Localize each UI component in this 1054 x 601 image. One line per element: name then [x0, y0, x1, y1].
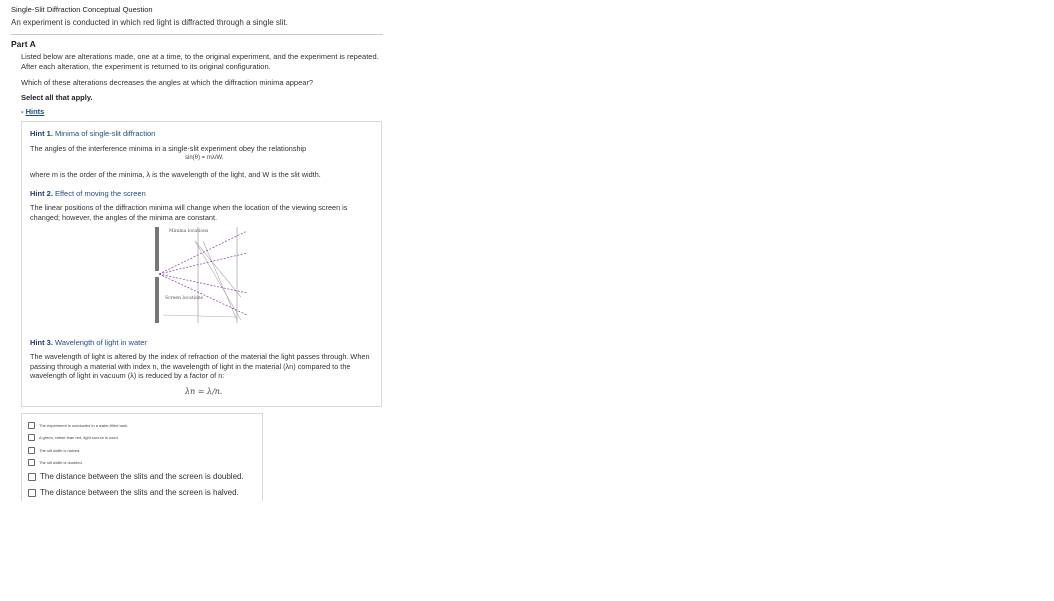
hint-3-title-text: Wavelength of light in water	[55, 338, 147, 347]
instructions-text: Listed below are alterations made, one at a time, to the original experiment, and the experiment is repeated. After each alteration, the experiment is returned to its original configuration.	[21, 52, 379, 71]
question-text: Which of these alterations decreases the angles at which the diffraction minima appear?	[21, 78, 314, 87]
checkbox[interactable]	[28, 473, 36, 481]
option-slit-doubled[interactable]	[28, 459, 83, 466]
option-green-light[interactable]	[28, 434, 119, 441]
option-label: A green, rather than red, light source is used.	[39, 435, 119, 440]
option-label: The distance between the slits and the screen is doubled.	[40, 472, 244, 481]
hint-3-text: The wavelength of light is altered by the index of refraction of the material the light passes through. When passing through a material with index n, the wavelength of light in the material (λn) compared to the wavelength of light in vacuum (λ) is reduced by a factor of n:	[30, 352, 370, 380]
hint-1-title[interactable]	[30, 129, 155, 138]
hint-1-title-text: Minima of single-slit diffraction	[55, 129, 156, 138]
hints-link[interactable]: Hints	[25, 107, 45, 116]
hint-3-title[interactable]	[30, 338, 147, 347]
screen-label: Screen locations	[165, 296, 203, 301]
hint-1-text: The angles of the interference minima in a single-slit experiment obey the relationship	[30, 144, 307, 153]
option-label: The experiment is conducted in a water-filled tank.	[39, 423, 129, 428]
problem-intro: An experiment is conducted in which red light is diffracted through a single slit.	[11, 18, 288, 27]
ray-line	[163, 315, 237, 317]
option-label: The slit width is halved.	[39, 448, 81, 453]
page-title: Single-Slit Diffraction Conceptual Question	[11, 5, 153, 14]
part-label: Part A	[11, 39, 36, 49]
option-slit-halved[interactable]	[28, 447, 80, 454]
hint-3-number: Hint 3.	[30, 338, 53, 347]
minimum-ray	[159, 274, 247, 293]
minimum-ray	[159, 231, 247, 274]
hint-1-after: where m is the order of the minima, λ is the wavelength of the light, and W is the slit width.	[30, 170, 321, 179]
option-distance-halved[interactable]	[28, 488, 239, 497]
hint-2-title[interactable]	[30, 189, 146, 198]
hints-toggle[interactable]	[21, 107, 44, 116]
hint-3-formula: λn = λ/n.	[185, 387, 223, 396]
option-distance-doubled[interactable]	[28, 472, 244, 481]
ray-line	[195, 241, 241, 320]
hint-1-formula: sin(θ) = mλ/W.	[185, 155, 224, 161]
hint-2-text: The linear positions of the diffraction minima will change when the location of the viewing screen is changed; however, the angles of the minima are constant.	[30, 203, 348, 222]
hints-panel	[21, 121, 382, 407]
option-water-tank[interactable]	[28, 422, 128, 429]
checkbox[interactable]	[28, 434, 35, 441]
option-label: The distance between the slits and the screen is halved.	[40, 488, 239, 497]
hint-2-number: Hint 2.	[30, 189, 53, 198]
collapse-icon: -	[21, 107, 26, 116]
select-all-note: Select all that apply.	[21, 93, 93, 102]
checkbox[interactable]	[28, 459, 35, 466]
minimum-ray	[159, 253, 247, 274]
option-label: The slit width is doubled.	[39, 460, 83, 465]
hint-1-number: Hint 1.	[30, 129, 53, 138]
checkbox[interactable]	[28, 489, 36, 497]
slit-barrier-top	[155, 227, 159, 271]
diffraction-diagram	[155, 227, 255, 327]
ray-line	[195, 241, 241, 297]
divider	[11, 34, 383, 35]
slit-barrier-bottom	[155, 277, 159, 323]
answer-options	[21, 413, 263, 501]
checkbox[interactable]	[28, 422, 35, 429]
minima-label: Minima locations	[169, 229, 209, 234]
checkbox[interactable]	[28, 447, 35, 454]
minimum-ray	[159, 274, 247, 315]
hint-2-title-text: Effect of moving the screen	[55, 189, 146, 198]
